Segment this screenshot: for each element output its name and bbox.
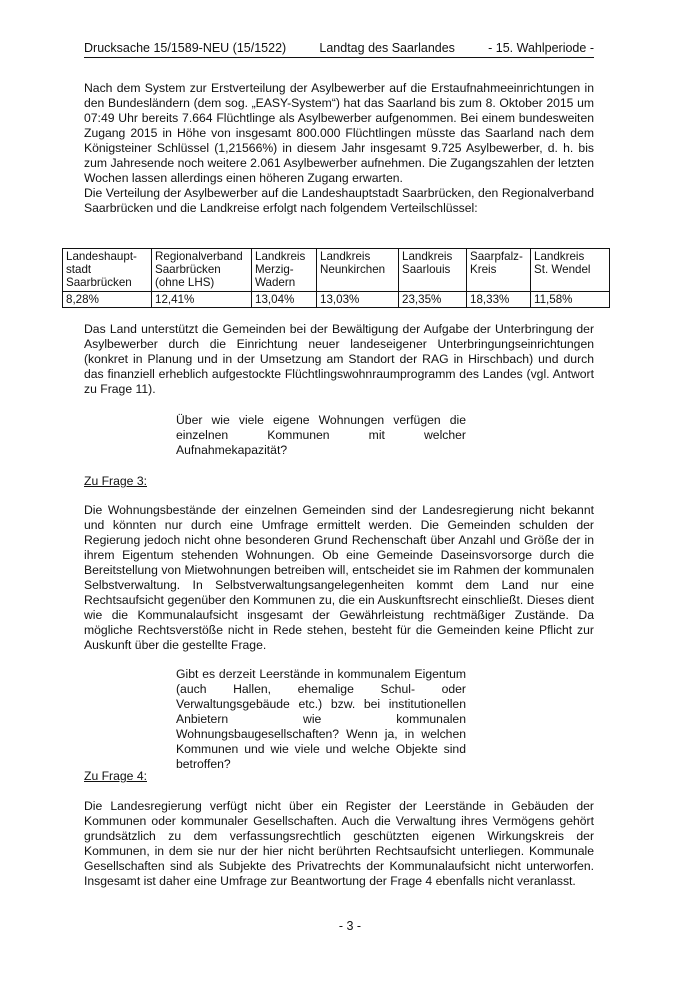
distribution-table: [62, 248, 610, 308]
table-cell: 8,28%: [63, 292, 152, 308]
support-paragraph: Das Land unterstützt die Gemeinden bei der Bewältigung der Aufgabe der Unterbringung der Asylbewerber durch die Einrichtung neuer landeseigener Unterbringungseinrichtungen (konkret in Planung und in der Umsetzung am Standort der RAG in Hirschbach) und durch das finanziell erheblich aufgestockte Flüchtlingswohnraumprogramm des Landes (vgl. Antwort zu Frage 11).: [84, 322, 594, 396]
header-period: - 15. Wahlperiode -: [488, 41, 594, 55]
table-header-row: [63, 249, 610, 292]
distribution-intro-text: Die Verteilung der Asylbewerber auf die Landeshauptstadt Saarbrücken, den Regionalverband Saarbrücken und die Landkreise erfolgt nach folgendem Verteilschlüssel:: [84, 186, 594, 215]
table-header-cell: Landkreis St. Wendel: [531, 249, 610, 292]
question-3: Über wie viele eigene Wohnungen verfügen die einzelnen Kommunen mit welcher Aufnahmekapazität?: [176, 413, 466, 457]
answer-4-paragraph: Die Landesregierung verfügt nicht über ein Register der Leerstände in Gebäuden der Kommunen oder kommunaler Gesellschaften. Auch die Verwaltung ihres Vermögens gehört grundsätzlich zu dem verfassungsrechtlich geschützten eigenen Wirkungskreis der Kommunen, in dem sie nur der hier nicht berührten Rechtsaufsicht unterliegen. Kommunale Gesellschaften sind als Subjekte des Privatrechts der Kommunalaufsicht nicht unterworfen. Insgesamt ist daher eine Umfrage zur Beantwortung der Frage 4 ebenfalls nicht veranlasst.: [84, 799, 594, 888]
table-cell: 11,58%: [531, 292, 610, 308]
page-number: - 3 -: [338, 919, 362, 933]
table-header-cell: Landeshaupt- stadt Saarbrücken: [63, 249, 152, 292]
table-header-cell: Landkreis Saarlouis: [399, 249, 467, 292]
header-parliament: Landtag des Saarlandes: [319, 41, 455, 55]
intro-text: Nach dem System zur Erstverteilung der Asylbewerber auf die Erstaufnahmeeinrichtungen in den Bundesländern (dem sog. „EASY-System“) hat das Saarland bis zum 8. Oktober 2015 um 07:49 Uhr bereits 7.664 Flüchtlinge als Asylbewerber aufgenommen. Bei einem bundesweiten Zugang 2015 in Höhe von insgesamt 800.000 Flüchtlingen müsste das Saarland nach dem Königsteiner Schlüssel (1,21566%) in diesem Jahr insgesamt 9.725 Asylbewerber, d. h. bis zum Jahresende noch weitere 2.061 Asylbewerber aufnehmen. Die Zugangszahlen der letzten Wochen lassen allerdings einen höheren Zugang erwarten.: [84, 81, 594, 185]
table-cell: 13,04%: [252, 292, 317, 308]
table-cell: 18,33%: [467, 292, 531, 308]
table-header-cell: Saarpfalz- Kreis: [467, 249, 531, 292]
answer-heading-3: Zu Frage 3:: [84, 474, 147, 488]
intro-paragraph: [84, 81, 594, 216]
table-header-cell: Regionalverband Saarbrücken (ohne LHS): [152, 249, 252, 292]
table-cell: 23,35%: [399, 292, 467, 308]
answer-heading-4: Zu Frage 4:: [84, 769, 147, 783]
table-row: [63, 292, 610, 308]
table-header-cell: Landkreis Neunkirchen: [317, 249, 399, 292]
question-4: Gibt es derzeit Leerstände in kommunalem Eigentum (auch Hallen, ehemalige Schul- oder Verwaltungsgebäude etc.) bzw. bei institutionellen Anbietern wie kommunalen Wohnungsbaugesellschaften? Wenn ja, in welchen Kommunen und wie viele und welche Objekte sind betroffen?: [176, 667, 466, 771]
table-cell: 12,41%: [152, 292, 252, 308]
table-header-cell: Landkreis Merzig- Wadern: [252, 249, 317, 292]
answer-3-paragraph: Die Wohnungsbestände der einzelnen Gemeinden sind der Landesregierung nicht bekannt und könnten nur durch eine Umfrage ermittelt werden. Die Gemeinden schulden der Regierung jedoch nicht ohne besonderen Grund Rechenschaft über Anzahl und Größe der in ihrem Eigentum stehenden Wohnungen. Ob eine Gemeinde Daseinsvorsorge durch die Bereitstellung von Mietwohnungen betreiben will, entscheidet sie im Rahmen der kommunalen Selbstverwaltung. In Selbstverwaltungsangelegenheiten kommt dem Land nur eine Rechtsaufsicht gegenüber den Kommunen zu, die ein Auskunftsrecht einschließt. Dieses dient wie die Kommunalaufsicht insgesamt der Gewährleistung rechtmäßiger Zustände. Da mögliche Rechtsverstöße nicht in Rede stehen, besteht für die Gemeinden keine Pflicht zur Auskunft über die gestellte Frage.: [84, 503, 594, 652]
header-document-number: Drucksache 15/1589-NEU (15/1522): [84, 41, 287, 55]
table-cell: 13,03%: [317, 292, 399, 308]
page-header: [84, 40, 594, 58]
